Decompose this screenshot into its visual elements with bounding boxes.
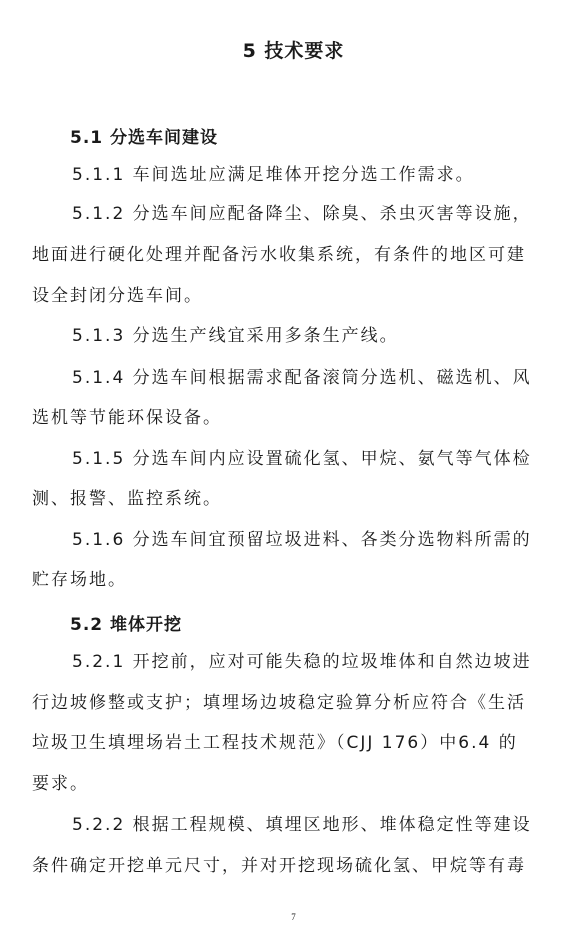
clause-5-2-2-cont: 条件确定开挖单元尺寸，并对开挖现场硫化氢、甲烷等有毒 [32, 856, 526, 876]
clause-5-1-5-cont: 测、报警、监控系统。 [32, 489, 222, 509]
chapter-title: 5 技术要求 [242, 40, 345, 62]
clause-5-2-2: 5.2.2 根据工程规模、填埋区地形、堆体稳定性等建设 [72, 815, 532, 835]
section-heading-5-2: 5.2 堆体开挖 [70, 615, 183, 635]
clause-5-1-2: 5.1.2 分选车间应配备降尘、除臭、杀虫灭害等设施， [72, 204, 532, 224]
clause-5-1-4-cont: 选机等节能环保设备。 [32, 408, 222, 428]
clause-5-1-5: 5.1.5 分选车间内应设置硫化氢、甲烷、氨气等气体检 [72, 449, 532, 469]
clause-5-1-6: 5.1.6 分选车间宜预留垃圾进料、各类分选物料所需的 [72, 530, 532, 550]
page-number: 7 [291, 912, 296, 922]
clause-5-2-1: 5.2.1 开挖前，应对可能失稳的垃圾堆体和自然边坡进 [72, 652, 532, 672]
clause-5-2-1-cont-2: 垃圾卫生填埋场岩土工程技术规范》（CJJ 176）中6.4 的 [32, 733, 518, 753]
clause-5-2-1-cont-1: 行边坡修整或支护；填埋场边坡稳定验算分析应符合《生活 [32, 693, 526, 713]
clause-5-1-3: 5.1.3 分选生产线宜采用多条生产线。 [72, 326, 399, 346]
clause-5-1-1: 5.1.1 车间选址应满足堆体开挖分选工作需求。 [72, 165, 475, 185]
clause-5-1-2-cont-2: 设全封闭分选车间。 [32, 286, 203, 306]
section-heading-5-1: 5.1 分选车间建设 [70, 128, 219, 148]
clause-5-1-4: 5.1.4 分选车间根据需求配备滚筒分选机、磁选机、风 [72, 368, 532, 388]
clause-5-1-6-cont: 贮存场地。 [32, 570, 127, 590]
clause-5-1-2-cont-1: 地面进行硬化处理并配备污水收集系统，有条件的地区可建 [32, 245, 526, 265]
clause-5-2-1-cont-3: 要求。 [32, 774, 89, 794]
